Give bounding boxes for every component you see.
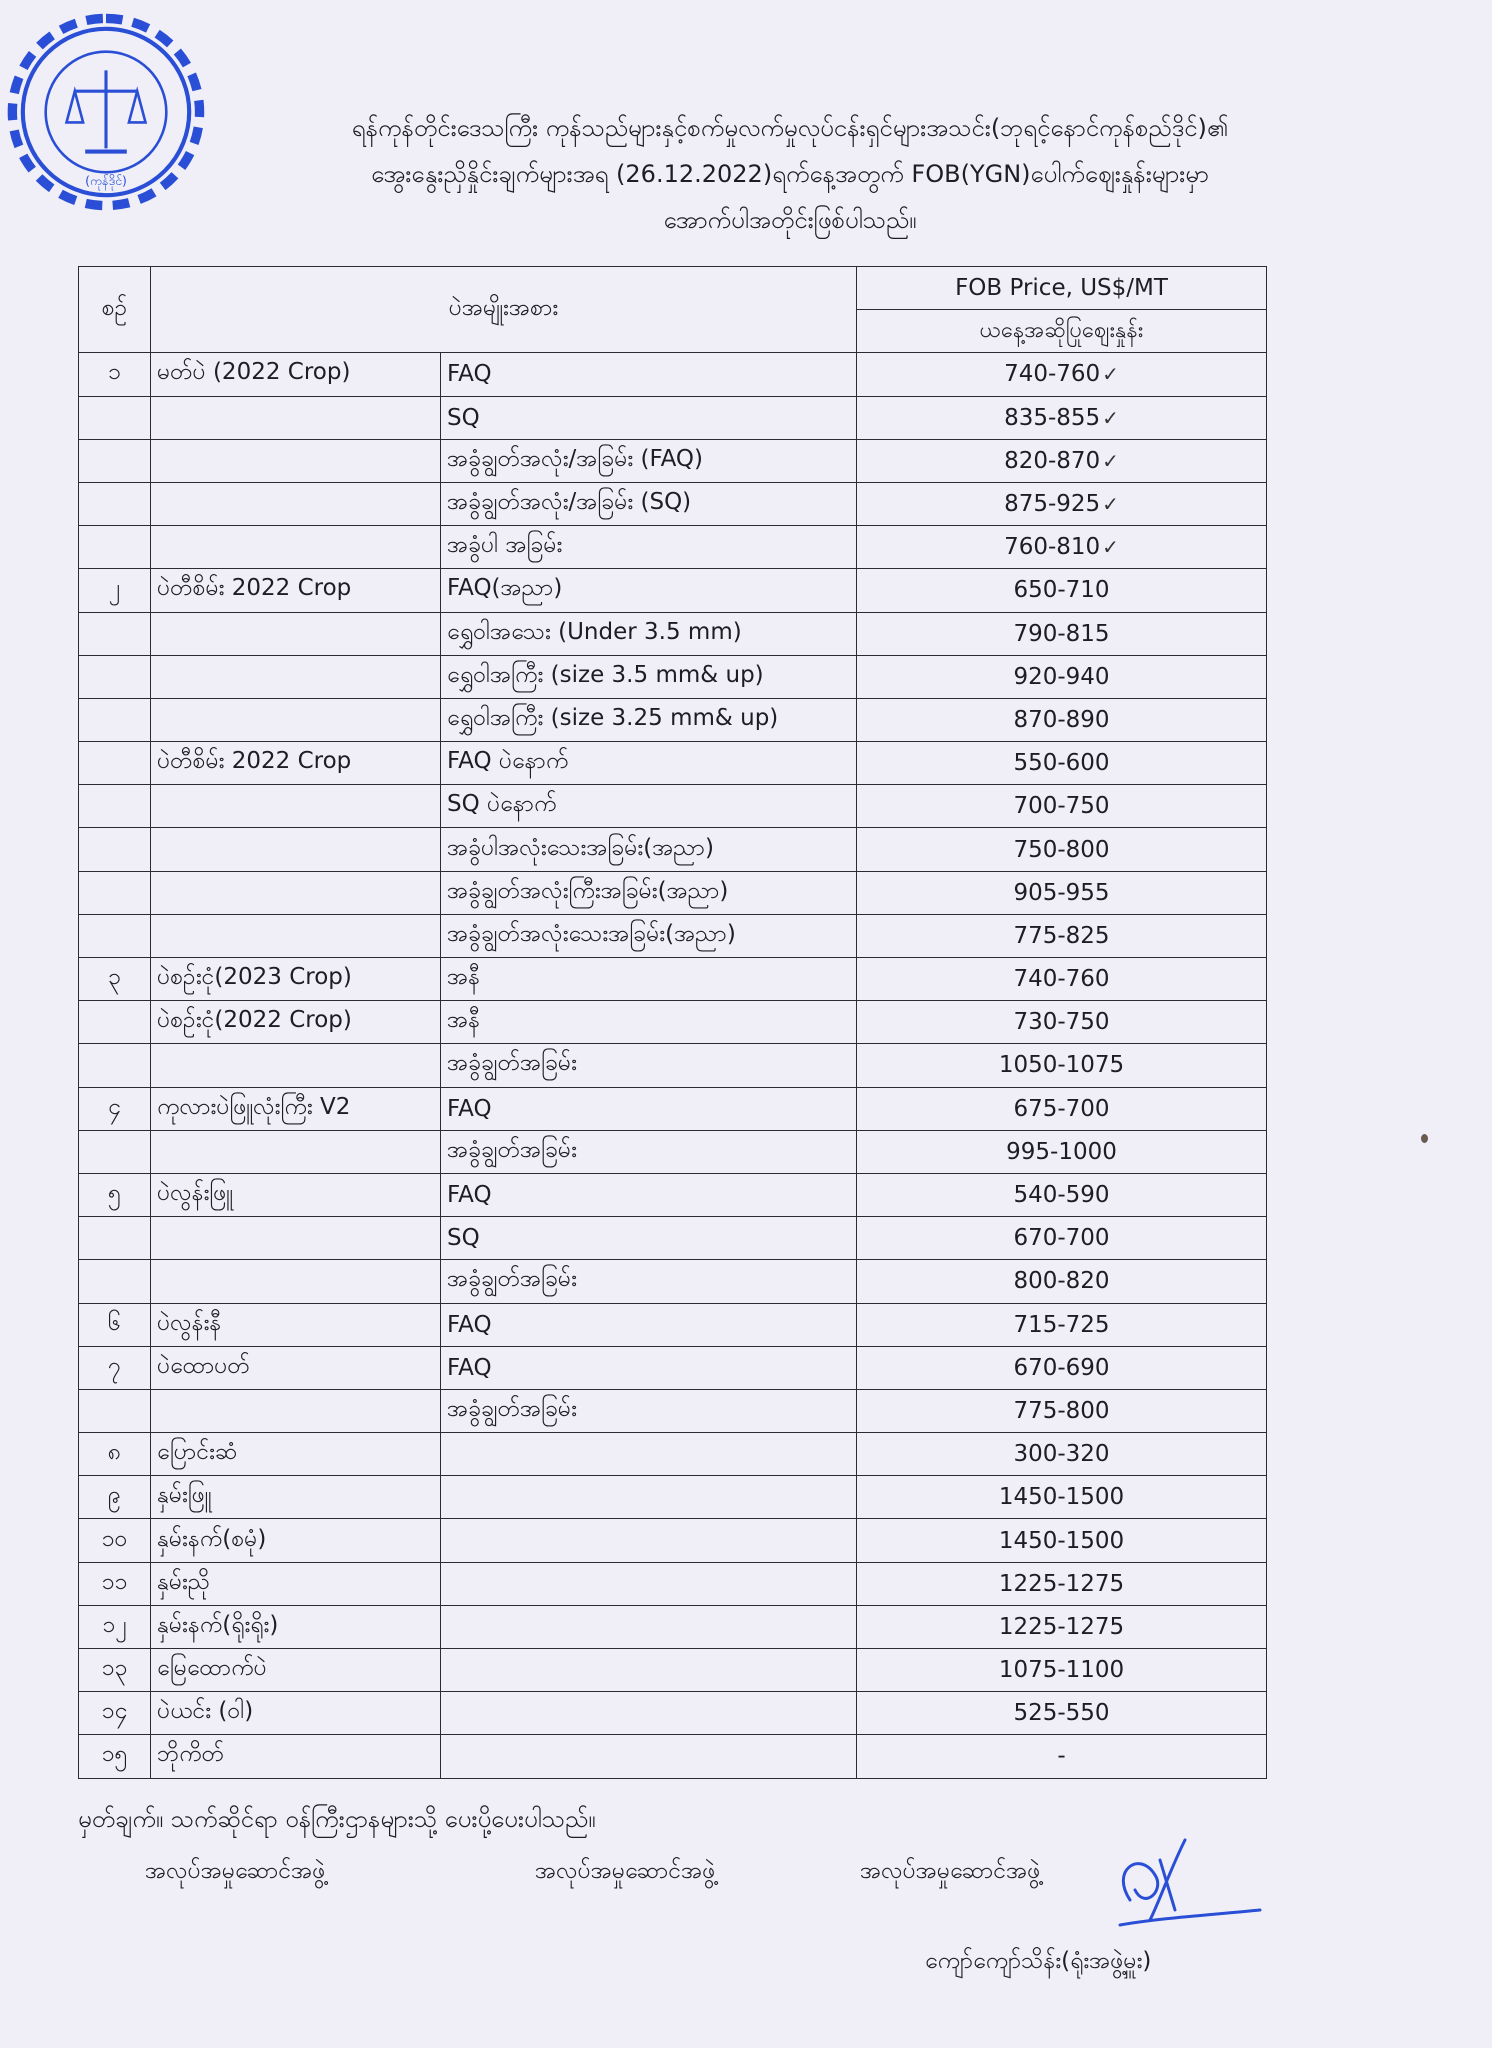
price-range-text: 1450-1500	[998, 1484, 1125, 1511]
column-header-price: FOB Price, US$/MT	[857, 267, 1267, 310]
commodity-grade-text: ရွှေဝါအကြီး (size 3.5 mm& up)	[447, 661, 764, 688]
price-range	[857, 353, 1267, 396]
table-row	[79, 958, 1267, 1001]
price-range-text: 1225-1275	[998, 1570, 1125, 1597]
table-row	[79, 1649, 1267, 1692]
commodity-name-text: ပဲတီစိမ်း 2022 Crop	[157, 748, 352, 775]
commodity-name	[151, 1562, 441, 1605]
commodity-name-text: ပဲတီစိမ်း 2022 Crop	[157, 575, 352, 602]
document-header	[150, 105, 1430, 243]
executive-committee-signature-1: အလုပ်အမှုဆောင်အဖွဲ့	[145, 1858, 326, 1884]
price-range-text: -	[1057, 1743, 1066, 1770]
commodity-grade	[441, 1389, 857, 1432]
price-range-text: 905-955	[1013, 879, 1110, 906]
price-range	[857, 1130, 1267, 1173]
row-number	[79, 526, 151, 569]
price-range-text: 730-750	[1013, 1009, 1110, 1036]
price-range	[857, 526, 1267, 569]
commodity-name-text: ပဲယင်း (ဝါ)	[157, 1698, 254, 1725]
price-range-text: 775-825	[1013, 922, 1110, 949]
commodity-grade	[441, 396, 857, 439]
commodity-grade	[441, 871, 857, 914]
commodity-grade	[441, 1692, 857, 1735]
row-number-text: ၃	[108, 964, 121, 991]
check-mark-icon: ✓	[1102, 535, 1119, 560]
row-number	[79, 396, 151, 439]
price-range	[857, 1217, 1267, 1260]
commodity-grade	[441, 1001, 857, 1044]
price-range	[857, 1173, 1267, 1216]
commodity-name	[151, 742, 441, 785]
commodity-name	[151, 655, 441, 698]
check-mark-icon: ✓	[1102, 448, 1119, 473]
commodity-grade	[441, 1173, 857, 1216]
table-row	[79, 1692, 1267, 1735]
price-range-text: 650-710	[1013, 577, 1110, 604]
row-number	[79, 1605, 151, 1648]
commodity-grade	[441, 1433, 857, 1476]
commodity-name	[151, 439, 441, 482]
commodity-grade-text: FAQ	[447, 1095, 492, 1122]
table-row	[79, 1735, 1267, 1778]
table-row	[79, 482, 1267, 525]
row-number	[79, 1433, 151, 1476]
commodity-grade	[441, 1476, 857, 1519]
row-number-text: ၇	[108, 1352, 121, 1379]
commodity-grade	[441, 439, 857, 482]
commodity-name-text: မြေထောက်ပဲ	[157, 1655, 267, 1682]
table-row	[79, 1562, 1267, 1605]
row-number	[79, 914, 151, 957]
commodity-grade-text: FAQ(အညာ)	[447, 575, 563, 602]
table-row	[79, 1173, 1267, 1216]
row-number	[79, 785, 151, 828]
commodity-name	[151, 828, 441, 871]
commodity-grade	[441, 698, 857, 741]
commodity-grade-text: SQ	[447, 1225, 480, 1252]
price-range-text: 740-760	[1004, 361, 1101, 388]
check-mark-icon: ✓	[1102, 405, 1119, 430]
row-number	[79, 742, 151, 785]
price-range-text: 995-1000	[1006, 1138, 1117, 1165]
commodity-name-text: နှမ်းနက်(ရိုးရိုး)	[157, 1611, 279, 1638]
row-number-text: ၁၀	[101, 1525, 128, 1552]
table-row	[79, 526, 1267, 569]
commodity-grade	[441, 526, 857, 569]
table-row	[79, 1303, 1267, 1346]
row-number-text: ၁၅	[101, 1741, 128, 1768]
price-range-text: 760-810	[1004, 534, 1101, 561]
row-number	[79, 569, 151, 612]
commodity-name	[151, 1130, 441, 1173]
commodity-grade-text: အခွံချွတ်အခြမ်း	[447, 1395, 577, 1422]
commodity-name	[151, 526, 441, 569]
signer-name: ကျော်ကျော်သိန်း(ရုံးအဖွဲ့မှူး)	[925, 1948, 1152, 1974]
price-range-text: 790-815	[1013, 620, 1110, 647]
commodity-grade-text: အခွံချွတ်အခြမ်း	[447, 1050, 577, 1077]
price-range	[857, 1735, 1267, 1778]
price-range	[857, 958, 1267, 1001]
price-range	[857, 1519, 1267, 1562]
row-number	[79, 1562, 151, 1605]
commodity-grade-text: အနီ	[447, 964, 481, 991]
price-range	[857, 1649, 1267, 1692]
table-row	[79, 871, 1267, 914]
commodity-grade-text: SQ	[447, 404, 480, 431]
commodity-grade	[441, 353, 857, 396]
price-range	[857, 828, 1267, 871]
row-number	[79, 353, 151, 396]
row-number-text: ၂	[108, 575, 121, 602]
row-number-text: ၉	[108, 1482, 121, 1509]
price-range	[857, 655, 1267, 698]
table-row	[79, 828, 1267, 871]
commodity-name	[151, 396, 441, 439]
price-range-text: 670-690	[1013, 1354, 1110, 1381]
table-row	[79, 353, 1267, 396]
commodity-name	[151, 1346, 441, 1389]
commodity-grade-text: FAQ ပဲနောက်	[447, 748, 569, 775]
commodity-name	[151, 1476, 441, 1519]
row-number	[79, 1044, 151, 1087]
commodity-name	[151, 871, 441, 914]
header-line-1: ရန်ကုန်တိုင်းဒေသကြီး ကုန်သည်များနှင့်စက်မှုလက်မှုလုပ်ငန်းရှင်များအသင်း(ဘုရင့်နောင်ကုန်စည်ဒိုင်)၏	[351, 114, 1229, 142]
price-range	[857, 1433, 1267, 1476]
row-number-text: ၁၁	[101, 1568, 128, 1595]
header-line-2: အွေးနွေးညှိနှိုင်းချက်များအရ (26.12.2022)ရက်နေ့အတွက် FOB(YGN)ပေါက်ဈေးနှုန်းများမှာ	[371, 160, 1209, 188]
commodity-name-text: ပဲလွန်းဖြူ	[157, 1180, 234, 1207]
row-number-text: ၁၃	[101, 1655, 128, 1682]
table-row	[79, 1044, 1267, 1087]
row-number	[79, 1173, 151, 1216]
commodity-name	[151, 612, 441, 655]
row-number	[79, 1519, 151, 1562]
price-range	[857, 569, 1267, 612]
header-line-3: အောက်ပါအတိုင်းဖြစ်ပါသည်။	[663, 206, 917, 234]
table-row	[79, 612, 1267, 655]
commodity-grade-text: အခွံပါ အခြမ်း	[447, 532, 563, 559]
table-row	[79, 1217, 1267, 1260]
price-range-text: 775-800	[1013, 1397, 1110, 1424]
price-range-text: 740-760	[1013, 966, 1110, 993]
check-mark-icon: ✓	[1102, 362, 1119, 387]
row-number	[79, 612, 151, 655]
commodity-grade-text: အနီ	[447, 1007, 481, 1034]
row-number	[79, 1649, 151, 1692]
row-number	[79, 655, 151, 698]
price-range-text: 675-700	[1013, 1095, 1110, 1122]
commodity-name	[151, 698, 441, 741]
price-range	[857, 1001, 1267, 1044]
commodity-name	[151, 1649, 441, 1692]
row-number	[79, 958, 151, 1001]
commodity-grade	[441, 1260, 857, 1303]
price-range	[857, 871, 1267, 914]
row-number	[79, 871, 151, 914]
commodity-name	[151, 1389, 441, 1432]
commodity-grade	[441, 1605, 857, 1648]
commodity-name-text: ပဲလွန်းနီ	[157, 1309, 222, 1336]
price-range	[857, 1260, 1267, 1303]
commodity-name	[151, 482, 441, 525]
row-number	[79, 1130, 151, 1173]
commodity-grade	[441, 785, 857, 828]
price-range	[857, 698, 1267, 741]
commodity-name	[151, 1087, 441, 1130]
column-header-number: စဉ်	[79, 267, 151, 353]
commodity-name	[151, 1692, 441, 1735]
remark-note: မှတ်ချက်။ သက်ဆိုင်ရာ ဝန်ကြီးဌာနများသို့ ပေးပို့ပေးပါသည်။	[78, 1805, 596, 1833]
price-range-text: 875-925	[1004, 491, 1101, 518]
commodity-name	[151, 958, 441, 1001]
commodity-grade	[441, 1044, 857, 1087]
price-table-body	[79, 353, 1267, 1778]
commodity-grade	[441, 742, 857, 785]
commodity-grade-text: FAQ	[447, 1311, 492, 1338]
commodity-grade	[441, 1562, 857, 1605]
price-range	[857, 1476, 1267, 1519]
executive-committee-signature-3: အလုပ်အမှုဆောင်အဖွဲ့	[860, 1858, 1041, 1884]
price-range	[857, 914, 1267, 957]
price-range-text: 1075-1100	[998, 1657, 1125, 1684]
table-row	[79, 698, 1267, 741]
table-row	[79, 1476, 1267, 1519]
row-number	[79, 439, 151, 482]
row-number	[79, 1476, 151, 1519]
commodity-grade	[441, 612, 857, 655]
price-range-text: 540-590	[1013, 1182, 1110, 1209]
table-row	[79, 1346, 1267, 1389]
commodity-grade-text: အခွံချွတ်အခြမ်း	[447, 1136, 577, 1163]
table-row	[79, 396, 1267, 439]
price-range-text: 800-820	[1013, 1268, 1110, 1295]
price-range-text: 870-890	[1013, 706, 1110, 733]
price-range-text: 1225-1275	[998, 1613, 1125, 1640]
price-range	[857, 612, 1267, 655]
row-number	[79, 1735, 151, 1778]
price-range-text: 820-870	[1004, 447, 1101, 474]
commodity-grade	[441, 914, 857, 957]
commodity-name-text: ပဲစဉ်းငုံ(2023 Crop)	[157, 964, 352, 991]
column-header-price-sub: ယနေ့အဆိုပြုဈေးနှုန်း	[857, 310, 1267, 353]
commodity-name	[151, 914, 441, 957]
table-row	[79, 785, 1267, 828]
price-range	[857, 1389, 1267, 1432]
price-range	[857, 1562, 1267, 1605]
row-number	[79, 1389, 151, 1432]
commodity-grade-text: အခွံချွတ်အလုံး/အခြမ်း (FAQ)	[447, 445, 703, 472]
commodity-name	[151, 1303, 441, 1346]
row-number	[79, 1217, 151, 1260]
commodity-grade	[441, 1087, 857, 1130]
row-number	[79, 698, 151, 741]
price-range-text: 300-320	[1013, 1441, 1110, 1468]
commodity-grade	[441, 1346, 857, 1389]
price-range-text: 835-855	[1004, 404, 1101, 431]
table-row	[79, 1519, 1267, 1562]
row-number	[79, 1087, 151, 1130]
row-number	[79, 1260, 151, 1303]
price-range	[857, 1605, 1267, 1648]
commodity-name-text: ဘိုကိတ်	[157, 1741, 225, 1768]
commodity-grade-text: အခွံချွတ်အလုံး/အခြမ်း (SQ)	[447, 489, 692, 516]
commodity-grade	[441, 958, 857, 1001]
commodity-name	[151, 785, 441, 828]
row-number-text: ၁	[108, 359, 121, 386]
commodity-name	[151, 1735, 441, 1778]
table-row	[79, 569, 1267, 612]
check-mark-icon: ✓	[1102, 492, 1119, 517]
price-range-text: 920-940	[1013, 663, 1110, 690]
commodity-grade-text: အခွံချွတ်အလုံးသေးအခြမ်း(အညာ)	[447, 920, 736, 947]
svg-text:(ကုန်ဒိုင်): (ကုန်ဒိုင်)	[85, 172, 127, 188]
table-row	[79, 742, 1267, 785]
commodity-name-text: ပဲထောပတ်	[157, 1352, 250, 1379]
price-range-text: 750-800	[1013, 836, 1110, 863]
commodity-grade	[441, 828, 857, 871]
commodity-grade-text: FAQ	[447, 1182, 492, 1209]
price-table	[78, 266, 1267, 1779]
commodity-grade	[441, 1130, 857, 1173]
table-row	[79, 1130, 1267, 1173]
commodity-grade-text: ရွှေဝါအသေး (Under 3.5 mm)	[447, 618, 742, 645]
price-range	[857, 439, 1267, 482]
commodity-name-text: နှမ်းနက်(စမုံ)	[157, 1525, 267, 1552]
commodity-name-text: ကုလားပဲဖြူလုံးကြီး V2	[157, 1093, 351, 1120]
row-number	[79, 1001, 151, 1044]
price-range-text: 715-725	[1013, 1311, 1110, 1338]
table-row	[79, 1001, 1267, 1044]
commodity-grade-text: ရွှေဝါအကြီး (size 3.25 mm& up)	[447, 704, 779, 731]
table-row	[79, 1087, 1267, 1130]
row-number	[79, 1303, 151, 1346]
price-range	[857, 482, 1267, 525]
price-range-text: 525-550	[1013, 1700, 1110, 1727]
price-range-text: 1050-1075	[998, 1052, 1125, 1079]
commodity-name	[151, 1217, 441, 1260]
commodity-grade	[441, 569, 857, 612]
row-number-text: ၄	[108, 1093, 121, 1120]
commodity-grade	[441, 1735, 857, 1778]
table-row	[79, 1260, 1267, 1303]
commodity-name	[151, 1519, 441, 1562]
commodity-grade-text: အခွံချွတ်အလုံးကြီးအခြမ်း(အညာ)	[447, 877, 729, 904]
table-row	[79, 439, 1267, 482]
price-range	[857, 1346, 1267, 1389]
row-number-text: ၁၄	[101, 1698, 128, 1725]
commodity-name-text: နှမ်းညို	[157, 1568, 211, 1595]
commodity-grade	[441, 1519, 857, 1562]
price-range-text: 670-700	[1013, 1225, 1110, 1252]
price-range-text: 700-750	[1013, 793, 1110, 820]
table-row	[79, 1433, 1267, 1476]
row-number	[79, 828, 151, 871]
commodity-name	[151, 569, 441, 612]
row-number-text: ၁၂	[102, 1611, 127, 1638]
commodity-name	[151, 1173, 441, 1216]
row-number-text: ၅	[108, 1180, 121, 1207]
commodity-name-text: ပဲစဉ်းငုံ(2022 Crop)	[157, 1007, 352, 1034]
row-number	[79, 1346, 151, 1389]
commodity-name	[151, 1001, 441, 1044]
commodity-grade	[441, 1649, 857, 1692]
price-range-text: 1450-1500	[998, 1527, 1125, 1554]
price-range	[857, 1303, 1267, 1346]
row-number	[79, 1692, 151, 1735]
price-range	[857, 742, 1267, 785]
commodity-grade	[441, 655, 857, 698]
commodity-name	[151, 1433, 441, 1476]
row-number	[79, 482, 151, 525]
table-row	[79, 1605, 1267, 1648]
executive-committee-signature-2: အလုပ်အမှုဆောင်အဖွဲ့	[535, 1858, 716, 1884]
table-row	[79, 655, 1267, 698]
commodity-grade	[441, 1217, 857, 1260]
handwritten-signature	[1100, 1830, 1270, 1940]
commodity-name-text: မတ်ပဲ (2022 Crop)	[157, 359, 351, 386]
commodity-name	[151, 1044, 441, 1087]
price-range-text: 550-600	[1013, 750, 1110, 777]
commodity-name-text: ပြောင်းဆံ	[157, 1439, 238, 1466]
price-range	[857, 1087, 1267, 1130]
commodity-grade-text: အခွံချွတ်အခြမ်း	[447, 1266, 577, 1293]
column-header-type: ပဲအမျိုးအစား	[151, 267, 857, 353]
price-range	[857, 785, 1267, 828]
commodity-name-text: နှမ်းဖြူ	[157, 1482, 212, 1509]
commodity-grade-text: FAQ	[447, 361, 492, 388]
price-range	[857, 1692, 1267, 1735]
price-range	[857, 396, 1267, 439]
price-range	[857, 1044, 1267, 1087]
commodity-grade-text: FAQ	[447, 1354, 492, 1381]
commodity-name	[151, 1260, 441, 1303]
table-row	[79, 1389, 1267, 1432]
commodity-grade-text: SQ ပဲနောက်	[447, 791, 557, 818]
commodity-grade	[441, 482, 857, 525]
commodity-grade-text: အခွံပါအလုံးသေးအခြမ်း(အညာ)	[447, 834, 714, 861]
row-number-text: ၈	[107, 1439, 122, 1466]
commodity-grade	[441, 1303, 857, 1346]
commodity-name	[151, 1605, 441, 1648]
table-row	[79, 914, 1267, 957]
row-number-text: ၆	[108, 1309, 121, 1336]
ink-smudge	[1421, 1134, 1428, 1143]
commodity-name	[151, 353, 441, 396]
